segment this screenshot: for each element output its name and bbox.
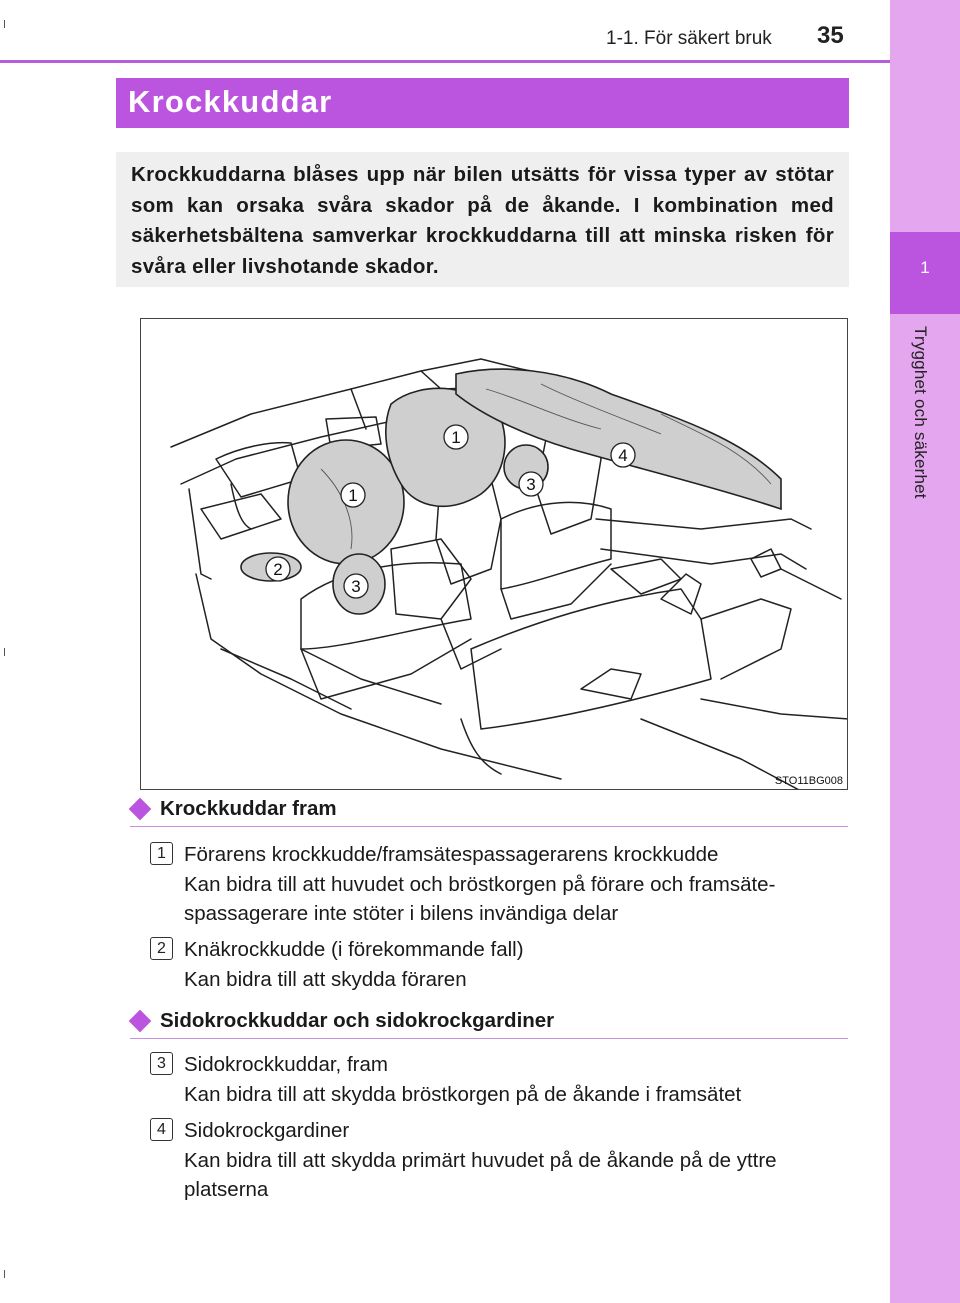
page-title-bar xyxy=(116,78,849,128)
callout-label: 4 xyxy=(618,446,628,465)
figure-code: STO11BG008 xyxy=(774,775,843,787)
item-name: Knäkrockkudde (i förekommande fall) xyxy=(184,938,524,961)
intro-text: Krockkuddarna blåses upp när bilen utsätts för vissa typer av stötar som kan orsaka svåra skador på de åkande. I kombination med säkerhetsbältena samverkar krockkuddarna till att minska risken för svåra eller livshotande skador. xyxy=(131,163,834,278)
callout-3-passenger-side xyxy=(519,472,543,496)
callout-1-driver xyxy=(341,483,365,507)
airbag-illustration xyxy=(140,318,848,790)
diamond-icon xyxy=(129,798,152,821)
callout-label: 2 xyxy=(273,560,283,579)
item-number-badge: 3 xyxy=(150,1052,173,1075)
callout-4-curtain xyxy=(611,443,635,467)
diamond-icon xyxy=(129,1010,152,1033)
callout-label: 3 xyxy=(351,577,361,596)
item-description: Kan bidra till att huvudet och bröstkorgen på förare och framsäte-spassagerare inte stöter i bilens invändiga delar xyxy=(184,872,776,925)
item-name: Förarens krockkudde/framsätespassagerarens krockkudde xyxy=(184,843,719,866)
crop-mark xyxy=(4,1270,5,1278)
section-heading-front-airbags xyxy=(130,797,848,827)
item-description: Kan bidra till att skydda bröstkorgen på de åkande i framsätet xyxy=(184,1082,742,1106)
crop-mark xyxy=(4,20,5,28)
callout-label: 1 xyxy=(451,428,461,447)
item-name: Sidokrockgardiner xyxy=(184,1119,350,1142)
header-section-title: 1-1. För säkert bruk xyxy=(606,28,772,49)
item-number-badge: 1 xyxy=(150,842,173,865)
callout-label: 1 xyxy=(348,486,358,505)
car-interior-drawing xyxy=(141,319,848,790)
callout-1-passenger xyxy=(444,425,468,449)
section-heading-text: Sidokrockkuddar och sidokrockgardiner xyxy=(160,1009,555,1032)
item-number-badge: 4 xyxy=(150,1118,173,1141)
chapter-tab-label: Trygghet och säkerhet xyxy=(911,326,930,499)
chapter-tab-number: 1 xyxy=(920,258,930,277)
section-heading-side-airbags xyxy=(130,1009,848,1039)
section-heading-text: Krockkuddar fram xyxy=(160,797,337,820)
callout-3-driver-side xyxy=(344,574,368,598)
side-tab-strip xyxy=(890,0,960,1303)
header-divider xyxy=(0,60,890,63)
page-title: Krockkuddar xyxy=(128,84,333,119)
list-item xyxy=(184,935,854,994)
item-description: Kan bidra till att skydda primärt huvudet på de åkande på de yttre platserna xyxy=(184,1148,777,1201)
crop-mark xyxy=(4,648,5,656)
rear-seat xyxy=(471,589,711,729)
item-number-badge: 2 xyxy=(150,937,173,960)
page-number: 35 xyxy=(817,22,844,49)
item-description: Kan bidra till att skydda föraren xyxy=(184,967,467,991)
item-name: Sidokrockkuddar, fram xyxy=(184,1053,388,1076)
list-item xyxy=(184,840,854,929)
callout-label: 3 xyxy=(526,475,536,494)
intro-box xyxy=(116,152,849,287)
list-item xyxy=(184,1050,854,1109)
callout-2-knee xyxy=(266,557,290,581)
list-item xyxy=(184,1116,854,1205)
